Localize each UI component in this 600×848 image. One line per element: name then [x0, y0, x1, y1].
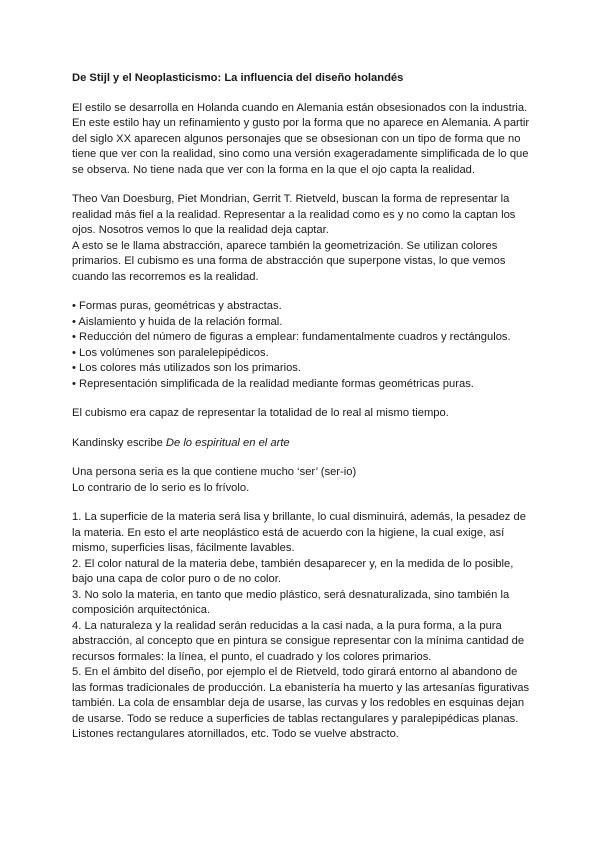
text-line: realidad más fiel a la realidad. Representar a la realidad como es y no como la captan los — [72, 208, 516, 221]
text-line: las formas tradicionales de producción. La ebanistería ha muerto y las artesanías figurativas — [72, 681, 530, 694]
text-line: tiene que ver con la realidad, sino como una versión exageradamente simplificada de lo que — [72, 148, 529, 160]
kandinsky-paragraph — [72, 436, 530, 452]
text-line: Listones rectangulares atornillados, etc. Todo se vuelve abstracto. — [72, 728, 399, 740]
list-item: • Los colores más utilizados son los primarios. — [72, 362, 301, 374]
text-line: abstracción, al concepto que en pintura se consigue representar con la mínima cantidad de — [72, 635, 525, 647]
text-line — [72, 436, 530, 452]
text-line: 2. El color natural de la materia debe, también desaparecer y, en la medida de lo posible, — [72, 557, 514, 570]
serious-paragraph — [72, 465, 530, 496]
text-line: mismo, superficies lisas, fácilmente lavables. — [72, 542, 295, 554]
text-line: En este estilo hay un refinamiento y gusto por la forma que no aparece en Alemania. A partir — [72, 117, 530, 129]
list-item: • Representación simplificada de la realidad mediante formas geométricas puras. — [72, 377, 474, 390]
intro-paragraph — [72, 101, 530, 179]
text-line: Theo Van Doesburg, Piet Mondrian, Gerrit T. Rietveld, buscan la forma de representar la — [72, 193, 510, 205]
text-line: 1. La superficie de la materia será lisa y brillante, lo cual disminuirá, además, la pesadez de — [72, 511, 526, 523]
text-line: A esto se le llama abstracción, aparece también la geometrización. Se utilizan colores — [72, 239, 498, 252]
list-item: • Reducción del número de figuras a emplear: fundamentalmente cuadros y rectángulos. — [72, 331, 511, 343]
numbered-list — [72, 510, 530, 743]
text-line: se observa. No tiene nada que ver con la forma en la que el ojo capta la realidad. — [72, 163, 476, 176]
text-line: 5. En el ámbito del diseño, por ejemplo el de Rietveld, todo girará entorno al abandono de — [72, 666, 518, 678]
text-line: también. La cola de ensamblar deja de usarse, las curvas y los redobles en esquinas dejan — [72, 697, 525, 709]
text-line: del siglo XX aparecen algunos personajes que se obsesionan con un tipo de forma que no — [72, 132, 521, 145]
kandinsky-prefix: Kandinsky escribe — [72, 436, 166, 449]
text-line: de usarse. Todo se reduce a superficies de tablas rectangulares y paralepipédicas planas. — [72, 712, 519, 725]
list-item: • Formas puras, geométricas y abstractas. — [72, 300, 282, 312]
text-line: 4. La naturaleza y la realidad serán reducidas a la casi nada, a la pura forma, a la pura — [72, 619, 502, 632]
text-line: 3. No solo la materia, en tanto que medio plástico, será desnaturalizada, sino también la — [72, 588, 510, 601]
text-line: primarios. El cubismo es una forma de abstracción que superpone vistas, lo que vemos — [72, 255, 506, 267]
text-line: El estilo se desarrolla en Holanda cuando en Alemania están obsesionados con la industria. — [72, 101, 528, 114]
text-line: ojos. Nosotros vemos lo que la realidad deja captar. — [72, 224, 329, 236]
list-item: • Aislamiento y huida de la relación formal. — [72, 315, 283, 328]
characteristics-list — [72, 299, 530, 392]
text-line: composición arquitectónica. — [72, 604, 211, 616]
cubism-paragraph — [72, 406, 530, 422]
book-title: De lo espiritual en el arte — [165, 436, 290, 449]
list-item: • Los volúmenes son paralelepipédicos. — [72, 346, 269, 359]
artists-paragraph — [72, 192, 530, 285]
text-line: bajo una capa de color puro o de no color. — [72, 573, 281, 585]
text-line: El cubismo era capaz de representar la totalidad de lo real al mismo tiempo. — [72, 407, 449, 419]
text-line: la materia. En esto el arte neoplástico está de acuerdo con la higiene, la cual exige, así — [72, 526, 505, 539]
document-title: De Stijl y el Neoplasticismo: La influencia del diseño holandés — [72, 72, 404, 84]
text-line: Lo contrario de lo serio es lo frívolo. — [72, 481, 250, 494]
text-line: recursos formales: la línea, el punto, el cuadrado y los colores primarios. — [72, 650, 432, 663]
text-line: cuando las recorremos es la realidad. — [72, 270, 259, 283]
text-line: Una persona seria es la que contiene mucho ‘ser’ (ser-io) — [72, 466, 357, 478]
